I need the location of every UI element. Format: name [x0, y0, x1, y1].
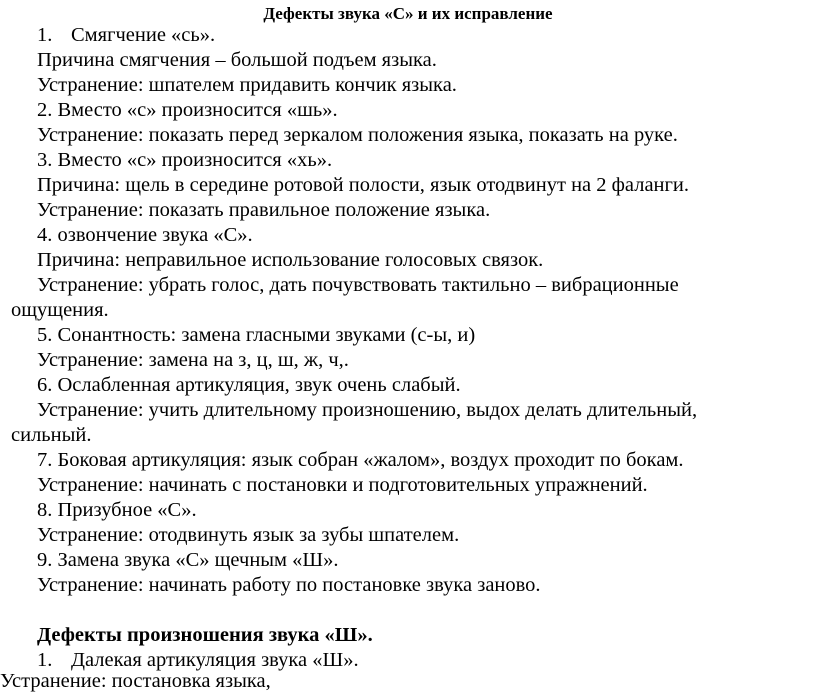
list-item [37, 23, 215, 47]
text-line: Причина смягчения – большой подъем языка. [37, 49, 437, 71]
text-line: Устранение: начинать с постановки и подготовительных упражнений. [37, 474, 648, 496]
document-title: Дефекты звука «С» и их исправление [263, 4, 553, 23]
text-line: 6. Ослабленная артикуляция, звук очень слабый. [37, 374, 461, 396]
text-line: Причина: щель в середине ротовой полости, язык отодвинут на 2 фаланги. [37, 174, 690, 196]
text-line: 3. Вместо «с» произносится «хь». [37, 149, 333, 171]
text-line: сильный. [11, 424, 92, 446]
text-line: Устранение: показать перед зеркалом положения языка, показать на руке. [37, 124, 678, 146]
list-item-number: 1. [37, 24, 53, 46]
text-line: Устранение: начинать работу по постановке звука заново. [37, 574, 541, 596]
text-line: Устранение: замена на з, ц, ш, ж, ч,. [37, 349, 349, 371]
text-line: ощущения. [11, 299, 109, 321]
text-line: 5. Сонантность: замена гласными звуками (с-ы, и) [37, 324, 476, 346]
text-line: 8. Призубное «С». [37, 499, 197, 521]
text-line: 4. озвончение звука «С». [37, 224, 253, 246]
text-line: 7. Боковая артикуляция: язык собран «жалом», воздух проходит по бокам. [37, 449, 684, 471]
list-item-text: Смягчение «сь». [71, 24, 216, 46]
text-line: Устранение: учить длительному произношению, выдох делать длительный, [37, 399, 698, 421]
list-item-number: 1. [37, 649, 53, 671]
text-line: 2. Вместо «с» произносится «шь». [37, 99, 338, 121]
section-heading: Дефекты произношения звука «Ш». [37, 624, 373, 646]
list-item-text: Далекая артикуляция звука «Ш». [71, 649, 359, 671]
text-line: Причина: неправильное использование голосовых связок. [37, 249, 544, 271]
text-line: Устранение: отодвинуть язык за зубы шпателем. [37, 524, 460, 546]
text-line: Устранение: показать правильное положение языка. [37, 199, 491, 221]
text-line: 9. Замена звука «С» щечным «Ш». [37, 549, 339, 571]
text-line: Устранение: шпателем придавить кончик языка. [37, 74, 457, 96]
text-line: Устранение: убрать голос, дать почувствовать тактильно – вибрационные [37, 274, 679, 296]
text-line: Устранение: постановка языка, [0, 670, 271, 692]
